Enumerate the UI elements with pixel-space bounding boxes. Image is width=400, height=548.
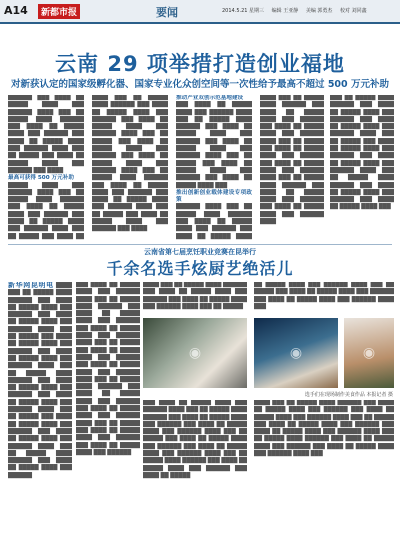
story1-column-4: ████ ███ ██ █████ ████ ██████ ███ ████ ██ █████ ████ ███ ██████ ███ ████ ██ █████ ████ ███ ██████ ████ ███ ██ █████ ███ ████ ██ █████ ████ ███ ██████ ███ ████ ██ █████ ████ ███ ██████ ████ ███ ██ █████ ████ ██████ ███ ████ ██ █████ ████ ███ ██████ ███ ████ ██ █████ ████ ███ ██████ ████: [260, 95, 324, 226]
photo-icon: ◉: [362, 345, 376, 361]
header-meta: [222, 7, 373, 14]
story1-subhead-a: 最高可获得 500 万元补助: [8, 175, 74, 182]
story2-headline: 千余名选手炫厨艺绝活儿: [106, 259, 294, 278]
proof-credit: 校对 刘同鑫: [340, 8, 367, 14]
story2-column-3: ████ ███ ██ █████ ████ ██████ ███ ████ ██ █████ ████ ███ ██████ ███ ████ ██ █████ ████ ███ ██████ ████ ███ ██ █████: [143, 282, 247, 310]
main-headline: 云南 29 项举措打造创业福地: [55, 52, 345, 76]
body-text: ██████ ███ ████ ██ █████ ████ ███ ██████ ████ ███ ██ █████ ████ ██████ ███ ████ ██ █████ ████ ███ ██████ ███ ████ ██ █████ ████ ███ ██████ ████ ███ ██ █████ ███ ████ ██ █████ ████ ███ ██████ ███ ████: [8, 95, 84, 174]
photo-caption: 选手们在现场制作美食作品 本报记者 摄: [304, 392, 393, 398]
story1-subhead-b: 推动产业双创示范基地建设: [176, 95, 244, 101]
story2-kicker: 云南省第七届烹饪职业竞赛在昆举行: [144, 248, 256, 256]
issue-date: 2014.5.21 星期三: [222, 8, 265, 14]
food-sculpture-photo: [254, 318, 338, 388]
cooking-competition-photo: [143, 318, 247, 388]
story1-column-1: ██████ ███ ████ ██ █████ ████ ███ ██████ ████ ███ ██ █████ ████ ██████ ███ ████ ██ █████ ████ ███ ██████ ███ ████ ██ █████ ████ ███ ██████ ████ ███ ██ █████ ███ ████ ██ █████ ████ ███ ██████ ███ ████ 最高可获得 500 万元补助 █████ ████ ███ ██████ ████ ███ ██ █████ ████ ██████ ███ ████ ██ █████ ████ ███ ██████ ███ ████ ██ █████ ████ ███ ██████ ████ ███ ██ █████ ███ ████ ██: [8, 95, 84, 240]
main-subheadline: 对新获认定的国家级孵化器、国家专业化众创空间等一次性给予最高不超过 500 万元补助: [11, 79, 389, 90]
story2-column-4: ██ █████ ████ ███ ██████ ████ ███ ██ █████ ███ ████ ██ █████ ████ ███ ██████ ███ ████ ██ █████ ████ ███ ██████ ████ ███: [254, 282, 394, 310]
story2-column-5: ███ ████ ██ █████ ████ ███ ██████ ████ ███ ██ █████ ████ ██████ ███ ████ ██ █████ ████ ███ ██████ ███ ████ ██ █████ ████ ███ ██████ ████ ███ ██ █████ ███ ████ ██ █████ ████ ███ ██████ ███ ████ ██ █████ ████ ███ ██████ ████ ███ ██ █████ ████ ██████ ███ ████ ██ █████ ████ ███ ██████ ███ ████ ██ █████: [143, 400, 247, 479]
story2-column-1: 新华网昆明电 ████ ███ ██ █████ ████ ██████ ███ ████ ██ █████ ████ ███ ██████ ███ ████ ██ █████ ████ ███ ██████ ████ ███ ██ █████ ███ ████ ██ █████ ████ ███ ██████ ███ ████ ██ █████ ████ ███ ██████ ████ ███ ██ █████ ████ ██████ ███ ████ ██ █████ ████ ███ ██████ ███ ████ ██ █████ ████ ███ ██████ ████ ███ ██ █████ ███ ████ ██ █████ ████ ███ ██████ ███ ████ ██ █████ ████ ███ ██████ ████ ███ ██ █████ ████ ██████ ███ ████ ██ █████ ████ ███ ██████: [8, 282, 72, 479]
newspaper-logo: 新都市报: [38, 4, 80, 19]
photo-icon: ◉: [188, 345, 202, 361]
designer-credit: 美编 郭勇杰: [305, 8, 333, 14]
chef-portrait-photo: [344, 318, 394, 388]
story2-lead: 新华网昆明电: [8, 282, 54, 289]
page-header: [0, 0, 400, 24]
story1-column-2: ████ ███ ██ █████ ████ ██████ ███ ████ ██ █████ ████ ███ ██████ ███ ████ ██ █████ ████ ███ ██████ ████ ███ ██ █████ ███ ████ ██ █████ ████ ███ ██████ ███ ████ ██ █████ ████ ███ ██████ ████ ███ ██ █████ ████ ██████ ███ ████ ██ █████ ████ ███ ██████ ███ ████ ██ █████ ████ ███ ██████ ████ ███ ██ █████ ███ ████ ██ █████ ████ ███ ██████ ███ ████: [92, 95, 168, 233]
story2-column-2: ███ ████ ██ █████ ████ ███ ██████ ████ ███ ██ █████ ████ ██████ ███ ████ ██ █████ ████ ███ ██████ ███ ████ ██ █████ ████ ███ ██████ ████ ███ ██ █████ ███ ████ ██ █████ ████ ███ ██████ ███ ████ ██ █████ ████ ███ ██████ ████ ███ ██ █████ ████ ██████ ███ ████ ██ █████ ████ ███ ██████ ███ ████ ██ █████ ████ ███ ██████ ████ ███ ██ █████ ███ ████ ██ █████ ████ ███ ██████ ███ ████ ██ █████ ████ ███ ██████: [76, 282, 140, 456]
story1-column-3: 推动产业双创示范基地建设 ███ ████ ██ █████ ████ ███ ██████ ████ ███ ██ █████ ████ ██████ ███ ████ ██ █████ ████ ███ ██████ ███ ████ ██ █████ ████ ███ ██████ ████ ███ ██ █████ ███ ████ ██ █████ ████ ███ ██████ ███ ████ ██ █████ ████ ███ 推出创新创业载体建设专项政策 ██████ ████ ███ ██ █████ ████ ██████ ███ ████ ██ █████ ████ ███ ██████ ███ ████ ██ █████ ████: [176, 95, 252, 240]
story1-subhead-c: 推出创新创业载体建设专项政策: [176, 189, 252, 204]
editor-credit: 编辑 王亚静: [271, 8, 299, 14]
photo-icon: ◉: [289, 345, 303, 361]
page-number: A14: [4, 4, 28, 17]
section-title: 要闻: [156, 6, 178, 19]
section-divider: [8, 244, 392, 245]
story2-column-6: ████ ███ ██ █████ ████ ██████ ███ ████ ██ █████ ████ ███ ██████ ███ ████ ██ █████ ████ ███ ██████ ████ ███ ██ █████ ███ ████ ██ █████ ████ ███ ██████ ███ ████ ██ █████ ████ ███ ██████ ████ ███ ██ █████ ████ ██████ ███ ████ ██ █████ ████ ███ ██████ ███ ████ ██ █████ ████ ███ ██████ ████ ███: [254, 400, 394, 458]
story1-column-5: ███ ██ █████ ████ ██████ ███ ████ ██ █████ ████ ███ ██████ ███ ████ ██ █████ ████ ███ ██████ ████ ███ ██ █████ ███ ████ ██ █████ ████ ███ ██████ ███ ████ ██ █████ ████ ███ ██████ ████ ███ ██ █████ ████ ██████ ███ ████ ██ █████ ████ ███ ██████ ███ ████ ██ █████ ████ ███: [330, 95, 394, 211]
